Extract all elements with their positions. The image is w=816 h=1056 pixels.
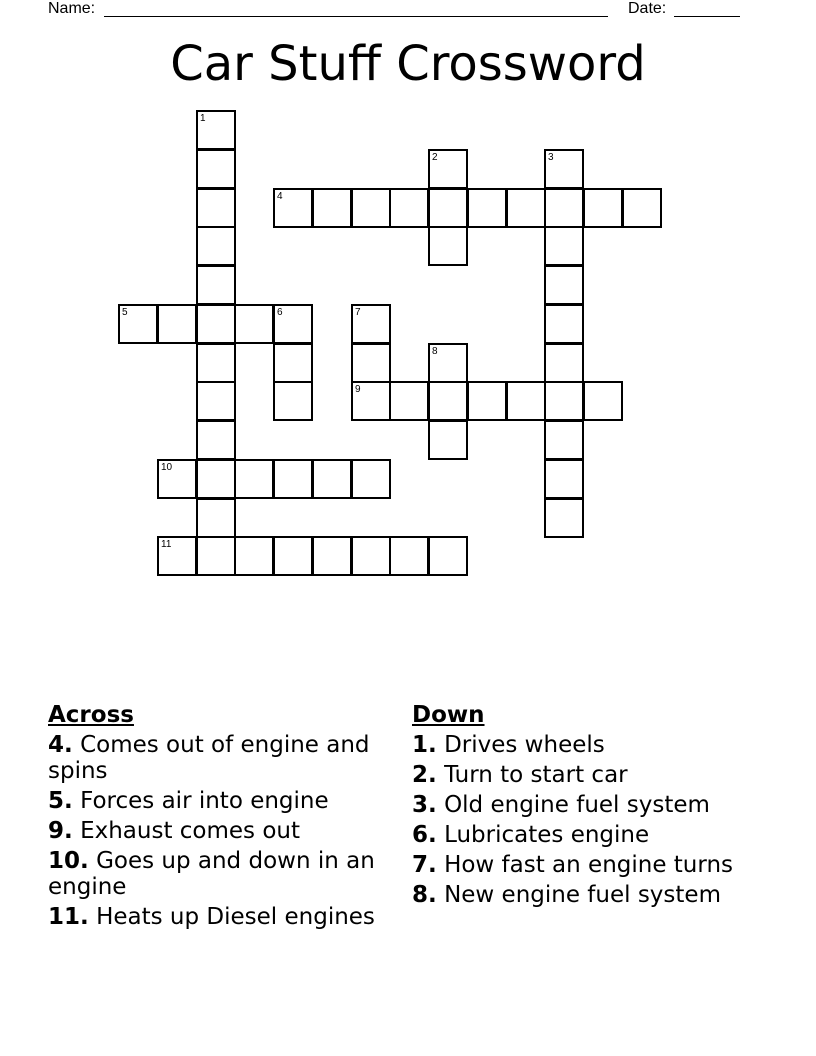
clue-down-1: [412, 732, 772, 758]
clue-text: New engine fuel system: [444, 882, 721, 908]
crossword-cell[interactable]: [389, 381, 429, 421]
crossword-cell[interactable]: [196, 226, 236, 266]
crossword-cell[interactable]: [428, 536, 468, 576]
crossword-cell[interactable]: [389, 188, 429, 228]
cell-number: 7: [355, 307, 361, 318]
crossword-cell[interactable]: [544, 459, 584, 499]
name-blank[interactable]: [104, 16, 608, 17]
crossword-cell[interactable]: [196, 149, 236, 189]
cell-number: 3: [548, 152, 554, 163]
crossword-cell[interactable]: [196, 459, 236, 499]
clue-number: 3.: [412, 792, 437, 818]
crossword-cell[interactable]: [196, 188, 236, 228]
down-heading: Down: [412, 702, 485, 728]
clue-number: 9.: [48, 818, 73, 844]
clue-text: Goes up and down in an engine: [48, 848, 375, 900]
clue-across-11: [48, 904, 393, 930]
crossword-cell[interactable]: [312, 459, 352, 499]
crossword-cell[interactable]: [351, 188, 391, 228]
crossword-cell[interactable]: [273, 459, 313, 499]
clue-down-7: [412, 852, 772, 878]
crossword-cell[interactable]: [428, 149, 468, 189]
clue-down-6: [412, 822, 772, 848]
crossword-cell[interactable]: [196, 304, 236, 344]
down-clues: [412, 702, 772, 912]
crossword-cell[interactable]: [389, 536, 429, 576]
cell-number: 1: [200, 113, 206, 124]
crossword-cell[interactable]: [312, 536, 352, 576]
crossword-cell[interactable]: [544, 343, 584, 383]
crossword-cell[interactable]: [157, 459, 197, 499]
crossword-cell[interactable]: [506, 188, 546, 228]
clue-text: Exhaust comes out: [80, 818, 300, 844]
crossword-cell[interactable]: [544, 304, 584, 344]
crossword-cell[interactable]: [312, 188, 352, 228]
crossword-cell[interactable]: [467, 188, 507, 228]
crossword-cell[interactable]: [273, 304, 313, 344]
crossword-cell[interactable]: [234, 459, 274, 499]
clue-text: Drives wheels: [444, 732, 605, 758]
crossword-cell[interactable]: [506, 381, 546, 421]
clue-number: 1.: [412, 732, 437, 758]
crossword-cell[interactable]: [428, 343, 468, 383]
clue-number: 11.: [48, 904, 89, 930]
clue-down-8: [412, 882, 772, 908]
cell-number: 8: [432, 346, 438, 357]
clue-text: Old engine fuel system: [444, 792, 710, 818]
cell-number: 11: [161, 539, 172, 550]
crossword-cell[interactable]: [351, 304, 391, 344]
crossword-cell[interactable]: [157, 304, 197, 344]
crossword-cell[interactable]: [544, 188, 584, 228]
crossword-cell[interactable]: [351, 343, 391, 383]
clue-down-3: [412, 792, 772, 818]
clue-text: Lubricates engine: [444, 822, 650, 848]
clue-across-5: [48, 788, 393, 814]
clue-across-10: [48, 848, 393, 900]
crossword-cell[interactable]: [234, 304, 274, 344]
crossword-cell[interactable]: [351, 459, 391, 499]
clue-number: 7.: [412, 852, 437, 878]
crossword-cell[interactable]: [196, 381, 236, 421]
clue-text: Heats up Diesel engines: [96, 904, 375, 930]
clue-text: Forces air into engine: [80, 788, 329, 814]
crossword-cell[interactable]: [273, 188, 313, 228]
crossword-cell[interactable]: [196, 420, 236, 460]
crossword-cell[interactable]: [544, 265, 584, 305]
name-label: Name:: [48, 0, 96, 17]
clue-text: Comes out of engine and spins: [48, 732, 370, 784]
crossword-cell[interactable]: [157, 536, 197, 576]
crossword-cell[interactable]: [196, 343, 236, 383]
crossword-cell[interactable]: [196, 265, 236, 305]
across-heading: Across: [48, 702, 134, 728]
clue-text: How fast an engine turns: [444, 852, 733, 878]
cell-number: 9: [355, 384, 361, 395]
clue-across-9: [48, 818, 393, 844]
crossword-cell[interactable]: [196, 498, 236, 538]
crossword-cell[interactable]: [428, 420, 468, 460]
clue-number: 4.: [48, 732, 73, 758]
crossword-cell[interactable]: [428, 188, 468, 228]
crossword-cell[interactable]: [428, 381, 468, 421]
clue-across-4: [48, 732, 393, 784]
cell-number: 2: [432, 152, 438, 163]
crossword-cell[interactable]: [467, 381, 507, 421]
cell-number: 4: [277, 191, 283, 202]
cell-number: 10: [161, 462, 173, 473]
cell-number: 6: [277, 307, 283, 318]
clue-number: 5.: [48, 788, 73, 814]
crossword-cell[interactable]: [351, 536, 391, 576]
date-label: Date:: [628, 0, 667, 17]
clue-number: 2.: [412, 762, 437, 788]
crossword-cell[interactable]: [196, 536, 236, 576]
crossword-cell[interactable]: [544, 149, 584, 189]
crossword-cell[interactable]: [544, 420, 584, 460]
crossword-cell[interactable]: [273, 343, 313, 383]
crossword-cell[interactable]: [428, 226, 468, 266]
date-blank[interactable]: [674, 16, 740, 17]
crossword-cell[interactable]: [273, 381, 313, 421]
crossword-cell[interactable]: [544, 498, 584, 538]
crossword-cell[interactable]: [273, 536, 313, 576]
clue-down-2: [412, 762, 772, 788]
clue-number: 8.: [412, 882, 437, 908]
cell-number: 5: [122, 307, 128, 318]
clue-number: 10.: [48, 848, 89, 874]
crossword-cell[interactable]: [234, 536, 274, 576]
crossword-cell[interactable]: [544, 381, 584, 421]
crossword-cell[interactable]: [118, 304, 158, 344]
page-title: Car Stuff Crossword: [170, 36, 646, 92]
crossword-cell[interactable]: [544, 226, 584, 266]
header-line: [48, 0, 748, 20]
across-clues: [48, 702, 393, 934]
crossword-cell[interactable]: [196, 110, 236, 150]
crossword-cell[interactable]: [583, 381, 623, 421]
clue-number: 6.: [412, 822, 437, 848]
clue-text: Turn to start car: [444, 762, 628, 788]
crossword-cell[interactable]: [351, 381, 391, 421]
crossword-cell[interactable]: [583, 188, 623, 228]
crossword-cell[interactable]: [622, 188, 662, 228]
